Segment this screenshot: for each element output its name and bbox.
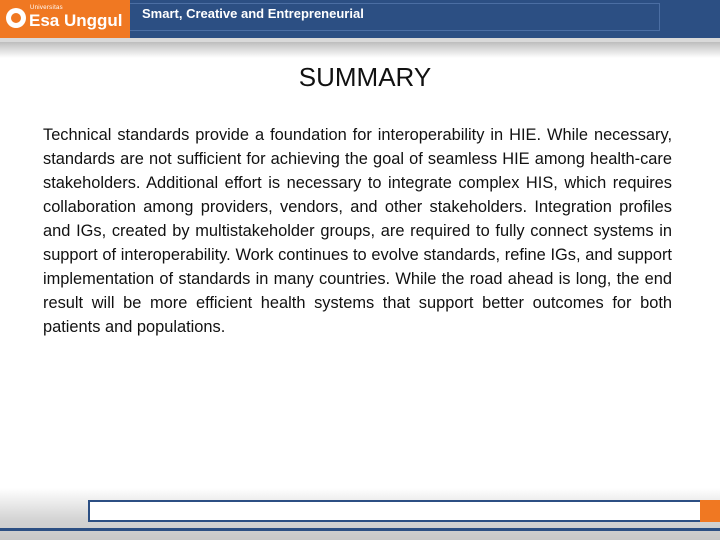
logo-name: Esa Unggul xyxy=(29,11,123,30)
logo-emblem-icon xyxy=(6,8,26,28)
logo-small-text: Universitas xyxy=(30,5,63,11)
header-tagline: Smart, Creative and Entrepreneurial xyxy=(142,6,364,21)
university-logo xyxy=(0,0,130,38)
header-shadow xyxy=(0,42,720,58)
footer-line xyxy=(0,528,720,531)
header-bar xyxy=(0,0,720,38)
footer-accent xyxy=(700,500,720,522)
slide-body-text: Technical standards provide a foundation for interoperability in HIE. While necessary, standards are not sufficient for achieving the goal of seamless HIE among health-care stakeholders. Additional effort is necessary to integrate complex HIS, which requires collaboration among providers, vendors, and other stakeholders. Integration profiles and IGs, created by multistakeholder groups, are required to fully connect systems in support of interoperability. Work continues to evolve standards, refine IGs, and support implementation of standards in many countries. While the road ahead is long, the end result will be more efficient health systems that support better outcomes for both patients and populations. xyxy=(43,126,672,336)
slide-title: SUMMARY xyxy=(298,62,432,92)
footer-frame-decoration xyxy=(88,500,720,522)
